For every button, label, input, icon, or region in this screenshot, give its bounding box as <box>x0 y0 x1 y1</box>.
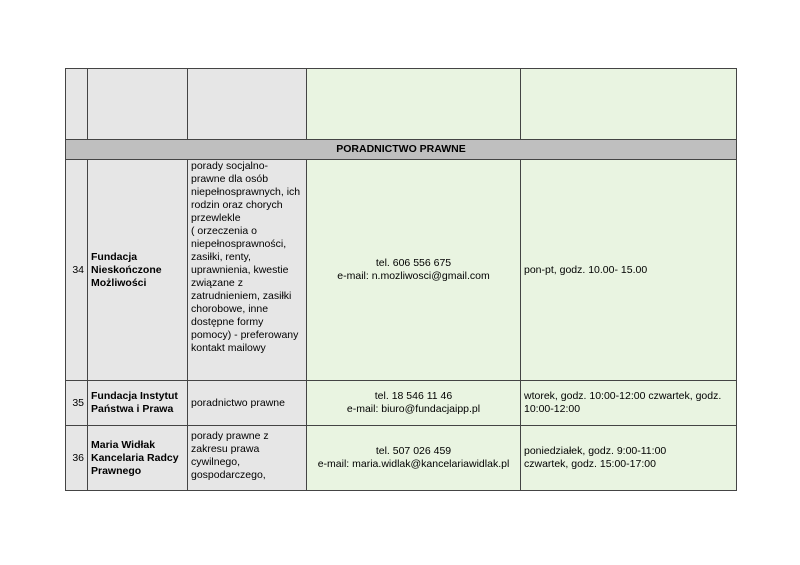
name-line: Kancelaria Radcy <box>91 451 179 464</box>
name-line: Prawnego <box>91 464 142 477</box>
opening-hours <box>521 381 737 426</box>
table-row <box>66 426 737 491</box>
services-table <box>65 68 737 491</box>
description-line: zakresu prawa <box>191 443 260 455</box>
name-line: Nieskończone <box>91 263 162 276</box>
description-line: związane z <box>191 277 243 289</box>
hours-line: poniedziałek, godz. 9:00-11:00 <box>524 445 667 457</box>
hours-line: pon-pt, godz. 10.00- 15.00 <box>524 263 648 276</box>
email-address: e-mail: maria.widlak@kancelariawidlak.pl <box>317 458 510 470</box>
contact-info <box>307 160 521 381</box>
contact-info <box>307 426 521 491</box>
hours-line: 10:00-12:00 <box>524 403 581 415</box>
cell-description-empty <box>188 69 307 140</box>
row-number: 35 <box>66 381 88 426</box>
email-address: e-mail: n.mozliwosci@gmail.com <box>337 270 490 282</box>
service-description <box>188 426 307 491</box>
opening-hours <box>521 160 737 381</box>
name-line: Maria Widłak <box>91 438 156 451</box>
description-line: dostępne formy <box>191 316 264 328</box>
table-row <box>66 381 737 426</box>
description-line: przewlekle <box>191 212 241 224</box>
service-description <box>188 160 307 381</box>
section-header-row <box>66 140 737 160</box>
description-line: zatrudnieniem, zasiłki <box>191 290 292 302</box>
organization-name <box>88 160 188 381</box>
row-number: 34 <box>66 160 88 381</box>
section-title: PORADNICTWO PRAWNE <box>66 140 737 160</box>
name-line: Fundacja <box>91 250 138 263</box>
organization-name <box>88 381 188 426</box>
phone-number: tel. 18 546 11 46 <box>374 390 453 402</box>
cell-name-empty <box>88 69 188 140</box>
email-address: e-mail: biuro@fundacjaipp.pl <box>346 403 481 415</box>
description-line: gospodarczego, <box>191 469 266 481</box>
description-line: poradnictwo prawne <box>191 396 285 409</box>
table-row-previous <box>66 69 737 140</box>
organization-name <box>88 426 188 491</box>
opening-hours <box>521 426 737 491</box>
hours-line: wtorek, godz. 10:00-12:00 czwartek, godz. <box>524 390 722 402</box>
description-line: cywilnego, <box>191 456 241 468</box>
description-line: pomocy) - preferowany <box>191 329 299 341</box>
name-line: Fundacja Instytut <box>91 390 178 402</box>
service-description <box>188 381 307 426</box>
name-line: Państwa i Prawa <box>91 403 174 415</box>
table-row <box>66 160 737 381</box>
cell-number-empty <box>66 69 88 140</box>
description-line: porady socjalno- <box>191 160 269 172</box>
description-line: niepełnosprawnych, ich <box>191 186 301 198</box>
description-line: prawne dla osób <box>191 173 269 185</box>
phone-number: tel. 507 026 459 <box>375 445 452 457</box>
description-line: chorobowe, inne <box>191 303 269 315</box>
description-line: niepełnosprawności, <box>191 238 287 250</box>
hours-line: czwartek, godz. 15:00-17:00 <box>524 458 656 470</box>
phone-number: tel. 606 556 675 <box>375 257 452 269</box>
contact-info <box>307 381 521 426</box>
description-line: ( orzeczenia o <box>191 225 257 237</box>
description-line: uprawnienia, kwestie <box>191 264 289 276</box>
row-number: 36 <box>66 426 88 491</box>
cell-contact-empty <box>307 69 521 140</box>
description-line: porady prawne z <box>191 430 269 442</box>
description-line: kontakt mailowy <box>191 342 266 354</box>
name-line: Możliwości <box>91 276 147 289</box>
cell-hours-empty <box>521 69 737 140</box>
description-line: rodzin oraz chorych <box>191 199 283 211</box>
description-line: zasiłki, renty, <box>191 251 251 263</box>
